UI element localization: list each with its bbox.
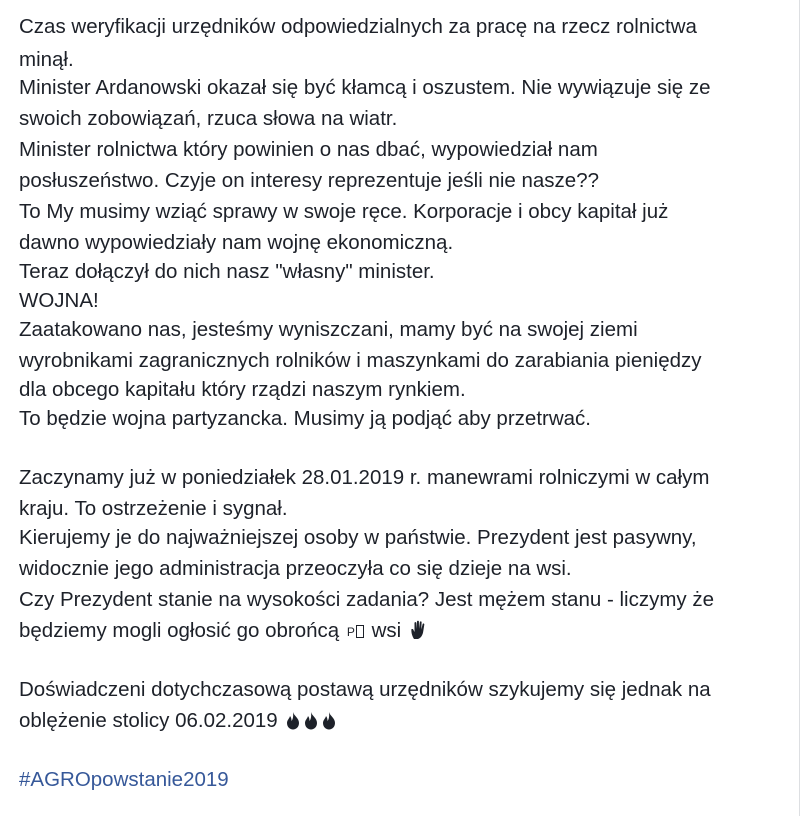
post-text-line: Minister Ardanowski okazał się być kłamcą i oszustem. Nie wywiązuje się ze (19, 76, 711, 99)
post-text-line: Czas weryfikacji urzędników odpowiedzialnych za pracę na rzecz rolnictwa (19, 15, 697, 38)
post-text-line: dawno wypowiedziały nam wojnę ekonomiczną. (19, 231, 454, 254)
post-text-line: Doświadczeni dotychczasową postawą urzędników szykujemy się jednak na (19, 678, 711, 701)
post-text-line: minął. (19, 48, 74, 71)
post-text-line: kraju. To ostrzeżenie i sygnał. (19, 497, 288, 520)
post-text-line: Minister rolnictwa który powinien o nas dbać, wypowiedział nam (19, 138, 598, 161)
post-text-line: Kierujemy je do najważniejszej osoby w państwie. Prezydent jest pasywny, (19, 526, 697, 549)
post-text-line: WOJNA! (19, 289, 99, 312)
defender-text-after: wsi (365, 619, 402, 642)
hashtag-link[interactable]: #AGROpowstanie2019 (19, 768, 229, 791)
fire-icon (285, 711, 301, 737)
post-text-line: wyrobnikami zagranicznych rolników i maszynkami do zarabiania pieniędzy (19, 349, 702, 372)
post-text-line: dla obcego kapitału który rządzi naszym rynkiem. (19, 378, 466, 401)
post-text-line: To będzie wojna partyzancka. Musimy ją podjąć aby przetrwać. (19, 407, 591, 430)
post-text-line: swoich zobowiązań, rzuca słowa na wiatr. (19, 107, 398, 130)
post-text-line: Zaatakowano nas, jesteśmy wyniszczani, mamy być na swojej ziemi (19, 318, 638, 341)
post-text-line: widocznie jego administracja przeoczyła co się dzieje na wsi. (19, 557, 572, 580)
fire-icon (321, 711, 337, 737)
raised-hand-icon (409, 620, 429, 647)
fire-icon (303, 711, 319, 737)
post-text-line: Zaczynamy już w poniedziałek 28.01.2019 r. manewrami rolniczymi w całym (19, 466, 710, 489)
defender-line (19, 618, 429, 647)
p-letter: P (346, 625, 355, 639)
post-text-line: To My musimy wziąć sprawy w swoje ręce. Korporacje i obcy kapitał już (19, 200, 669, 223)
defender-text-before: będziemy mogli ogłosić go obrońcą (19, 619, 345, 642)
post-text-line: posłuszeństwo. Czyje on interesy reprezentuje jeśli nie nasze?? (19, 169, 600, 192)
siege-text: oblężenie stolicy 06.02.2019 (19, 709, 278, 732)
post-text-line: Czy Prezydent stanie na wysokości zadania? Jest mężem stanu - liczymy że (19, 588, 714, 611)
post-text-line: Teraz dołączył do nich nasz "własny" minister. (19, 260, 435, 283)
missing-glyph-icon (356, 625, 364, 638)
siege-line (19, 708, 337, 737)
